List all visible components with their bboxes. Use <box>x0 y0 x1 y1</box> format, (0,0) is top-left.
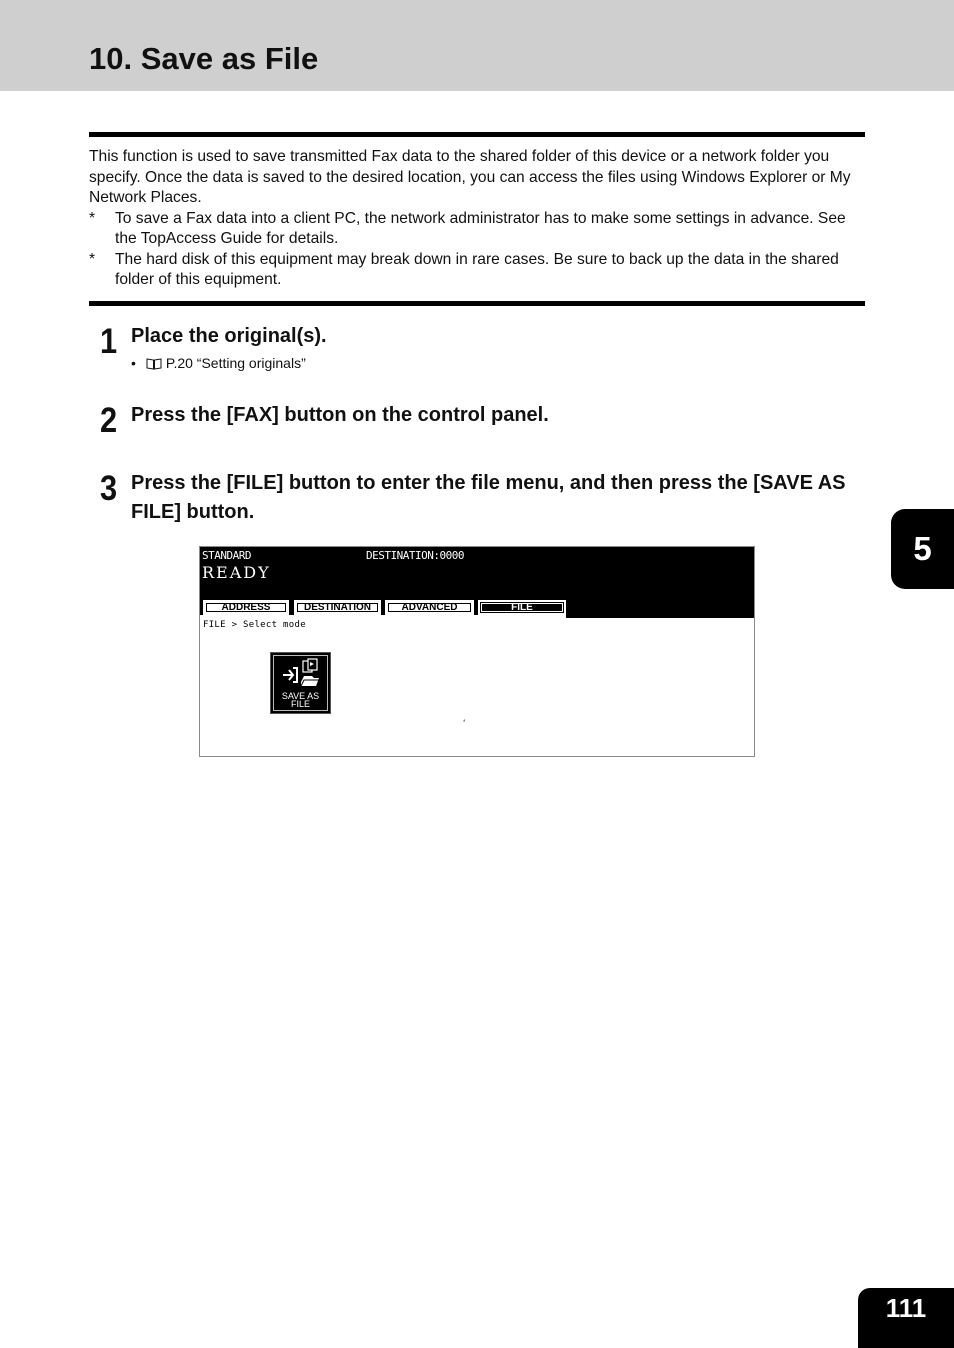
tick-mark: ʻ <box>462 719 467 727</box>
status-ready: READY <box>202 563 271 582</box>
page-title: 10. Save as File <box>89 41 319 76</box>
bullet: • <box>131 355 136 371</box>
breadcrumb: FILE > Select mode <box>203 620 306 630</box>
save-button-label-line1: SAVE AS <box>281 691 320 701</box>
note-marker: * <box>89 209 96 227</box>
save-as-file-button[interactable] <box>270 652 331 714</box>
intro-paragraph: This function is used to save transmitted Fax data to the shared folder of this device or a network folder you specify. Once the data is saved to the desired location, you can access the files using Windows Explorer or My Network Places. <box>89 148 851 206</box>
page-number: 111 <box>858 1288 954 1348</box>
tab-bar-fill <box>566 600 754 618</box>
step-number: 2 <box>100 401 118 440</box>
note-item <box>89 209 865 250</box>
control-panel-screen <box>199 546 755 757</box>
step-text: Press the [FAX] button on the control panel. <box>131 404 549 426</box>
note-item <box>89 250 865 291</box>
note-text: To save a Fax data into a client PC, the network administrator has to make some settings in advance. See the TopAccess Guide for details. <box>115 209 846 247</box>
note-text: The hard disk of this equipment may break down in rare cases. Be sure to back up the data in the shared folder of this equipment. <box>115 250 839 288</box>
step-text: Press the [FILE] button to enter the file menu, and then press the [SAVE AS FILE] button. <box>131 472 846 523</box>
status-standard: STANDARD <box>202 549 251 562</box>
step-reference <box>131 354 306 374</box>
top-rule <box>89 132 865 137</box>
step-number: 3 <box>100 469 118 508</box>
save-button-label-line2: FILE <box>290 699 310 709</box>
tab-bar-base <box>200 615 566 618</box>
tab-destination[interactable]: DESTINATION <box>294 600 381 615</box>
tab-file[interactable]: FILE <box>478 600 566 615</box>
save-button-label <box>271 692 330 708</box>
bottom-rule <box>89 301 865 306</box>
book-icon <box>146 356 162 374</box>
tab-address[interactable]: ADDRESS <box>203 600 289 615</box>
chapter-tab: 5 <box>891 509 954 589</box>
note-marker: * <box>89 250 96 268</box>
tab-advanced[interactable]: ADVANCED <box>385 600 474 615</box>
status-destination: DESTINATION:0000 <box>366 549 464 562</box>
step-text: Place the original(s). <box>131 325 327 347</box>
reference-link[interactable]: P.20 “Setting originals” <box>165 355 306 371</box>
step-number: 1 <box>100 322 118 361</box>
intro-section <box>89 147 865 291</box>
